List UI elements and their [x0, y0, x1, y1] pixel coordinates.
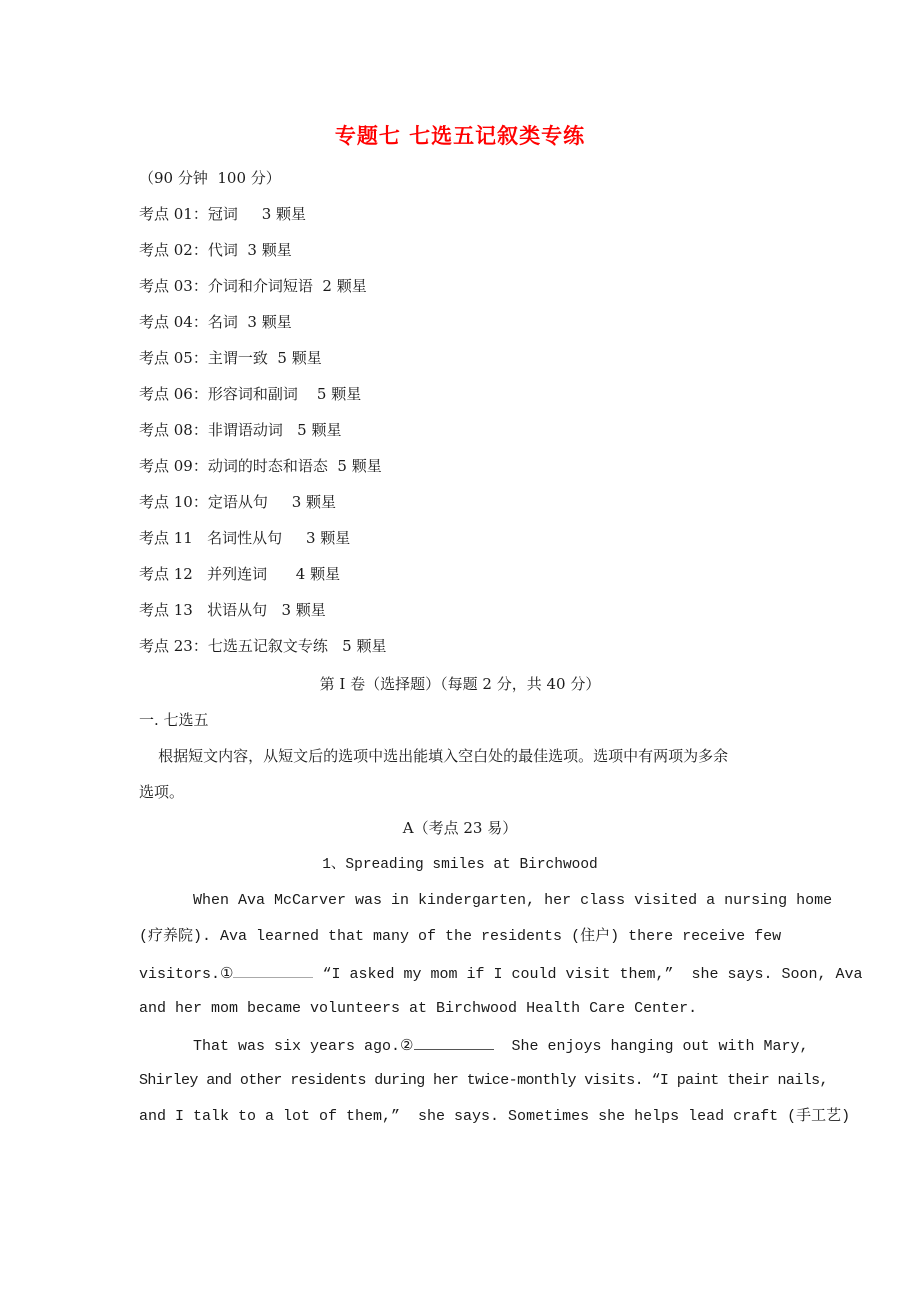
instructions-line: 选项。: [139, 783, 185, 801]
passage-line: When Ava McCarver was in kindergarten, her class visited a nursing home: [139, 892, 833, 909]
passage-text: That was six years ago.②: [139, 1038, 414, 1055]
passage-line: [139, 1035, 809, 1057]
exam-point-item: 考点 11 名词性从句 3 颗星: [139, 529, 351, 547]
exam-point-item: 考点 13 状语从句 3 颗星: [139, 601, 326, 619]
duration-score: （90 分钟 100 分）: [139, 169, 281, 187]
exam-point-item: 考点 09：动词的时态和语态 5 颗星: [139, 457, 382, 475]
instructions-line: 根据短文内容，从短文后的选项中选出能填入空白处的最佳选项。选项中有两项为多余: [139, 747, 729, 765]
exam-point-item: 考点 05：主谓一致 5 颗星: [139, 349, 322, 367]
exam-point-item: 考点 10：定语从句 3 颗星: [139, 493, 337, 511]
exam-point-item: 考点 01：冠词 3 颗星: [139, 205, 307, 223]
exam-point-item: 考点 06：形容词和副词 5 颗星: [139, 385, 362, 403]
part-heading: 一. 七选五: [139, 711, 209, 729]
passage-line: and I talk to a lot of them,” she says. Sometimes she helps lead craft (手工艺): [139, 1108, 851, 1125]
answer-blank-2[interactable]: [414, 1035, 494, 1050]
exam-point-item: 考点 23：七选五记叙文专练 5 颗星: [139, 637, 387, 655]
passage-line: and her mom became volunteers at Birchwood Health Care Center.: [139, 1000, 698, 1017]
exam-point-item: 考点 12 并列连词 4 颗星: [139, 565, 341, 583]
passage-line: (疗养院). Ava learned that many of the residents (住户) there receive few: [139, 928, 782, 945]
passage-text: She enjoys hanging out with Mary,: [493, 1038, 809, 1055]
passage-heading: 1、Spreading smiles at Birchwood: [322, 857, 598, 873]
exam-point-item: 考点 03：介词和介词短语 2 颗星: [139, 277, 367, 295]
exam-point-item: 考点 08：非谓语动词 5 颗星: [139, 421, 342, 439]
passage-line: [139, 963, 863, 985]
exam-point-item: 考点 04：名词 3 颗星: [139, 313, 292, 331]
passage-line: Shirley and other residents during her twice-monthly visits. “I paint their nails,: [139, 1072, 828, 1089]
exam-point-item: 考点 02：代词 3 颗星: [139, 241, 292, 259]
section-header: 第 I 卷（选择题）（每题 2 分，共 40 分）: [319, 675, 601, 693]
passage-label: A（考点 23 易）: [402, 819, 518, 837]
passage-text: visitors.①: [139, 966, 234, 983]
answer-blank-1[interactable]: [233, 963, 313, 978]
document-title: 专题七 七选五记叙类专练: [334, 124, 586, 148]
passage-text: “I asked my mom if I could visit them,” she says. Soon, Ava: [313, 966, 863, 983]
